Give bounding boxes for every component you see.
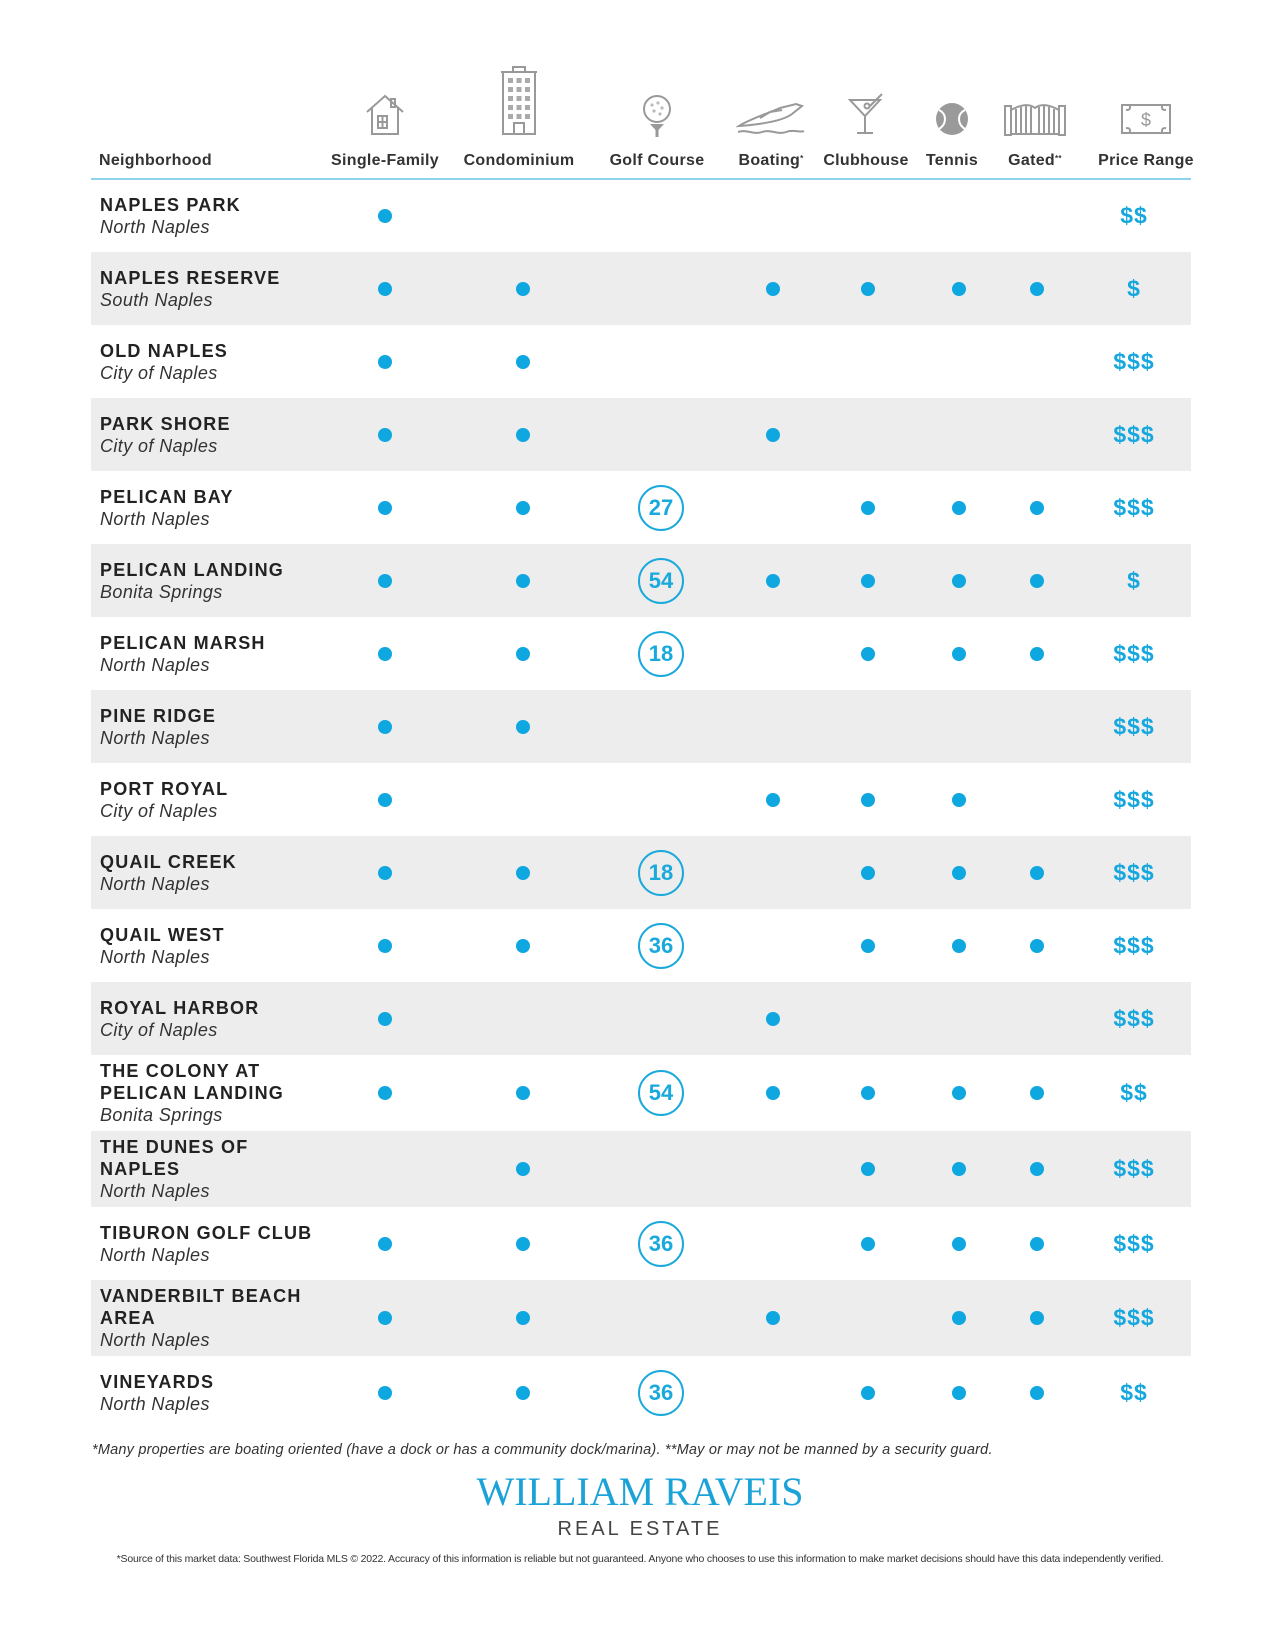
tennis-dot [952, 866, 966, 880]
single-family-dot [378, 501, 392, 515]
clubhouse-dot [861, 1162, 875, 1176]
condominium-dot [516, 1086, 530, 1100]
table-row [91, 1356, 1191, 1429]
neighborhood-cell [100, 471, 330, 544]
gated-dot [1030, 574, 1044, 588]
table-row [91, 690, 1191, 763]
neighborhood-area: Bonita Springs [100, 1105, 223, 1125]
brand-logo [0, 1470, 1280, 1541]
single-family-column-label: Single-Family [331, 152, 439, 169]
gated-dot [1030, 939, 1044, 953]
single-family-dot [378, 939, 392, 953]
cocktail-icon [846, 92, 886, 136]
clubhouse-column-label: Clubhouse [823, 152, 909, 169]
table-row [91, 544, 1191, 617]
neighborhood-area: North Naples [100, 508, 210, 529]
tennis-dot [952, 793, 966, 807]
single-family-dot [378, 1386, 392, 1400]
gated-dot [1030, 1237, 1044, 1251]
table-row [91, 617, 1191, 690]
golf-ball-icon [640, 94, 674, 138]
neighborhood-cell [100, 398, 330, 471]
table-row [91, 1207, 1191, 1280]
boating-dot [766, 1311, 780, 1325]
boating-dot [766, 574, 780, 588]
neighborhood-name: PELICAN MARSH [100, 632, 266, 653]
condominium-dot [516, 1237, 530, 1251]
table-row [91, 180, 1191, 252]
neighborhood-name: ROYAL HARBOR [100, 997, 260, 1018]
boating-label-text: Boating [738, 152, 801, 169]
condominium-dot [516, 428, 530, 442]
header-single-family [315, 64, 455, 176]
clubhouse-dot [861, 647, 875, 661]
table-row [91, 471, 1191, 544]
boating-column-label [738, 152, 803, 170]
condominium-dot [516, 355, 530, 369]
neighborhood-cell [100, 544, 330, 617]
single-family-dot [378, 355, 392, 369]
table-body [91, 180, 1191, 1429]
neighborhood-area: City of Naples [100, 800, 218, 821]
price-range-value: $$$ [1113, 713, 1155, 739]
price-range-value: $$$ [1113, 1304, 1155, 1331]
condominium-dot [516, 939, 530, 953]
neighborhood-cell [100, 1207, 330, 1280]
golf-holes-badge: 27 [638, 485, 684, 531]
gated-dot [1030, 1162, 1044, 1176]
neighborhood-name: QUAIL CREEK [100, 851, 237, 872]
condominium-dot [516, 1386, 530, 1400]
table-row [91, 1055, 1191, 1131]
gated-dot [1030, 1311, 1044, 1325]
neighborhood-name: QUAIL WEST [100, 924, 225, 945]
neighborhood-area: North Naples [100, 1393, 210, 1414]
neighborhood-area: North Naples [100, 654, 210, 675]
price-range-value: $$$ [1113, 421, 1155, 447]
tennis-dot [952, 501, 966, 515]
golf-holes-badge: 36 [638, 1221, 684, 1267]
neighborhood-cell [100, 1280, 330, 1356]
tennis-column-label: Tennis [925, 152, 979, 169]
condominium-column-label: Condominium [463, 152, 575, 169]
gated-dot [1030, 647, 1044, 661]
gated-dot [1030, 866, 1044, 880]
neighborhood-name: PARK SHORE [100, 413, 231, 434]
price-range-column-label: Price Range [1098, 152, 1194, 169]
table-row [91, 909, 1191, 982]
neighborhood-table [91, 64, 1194, 1429]
clubhouse-dot [861, 574, 875, 588]
price-range-value: $$$ [1113, 859, 1155, 885]
neighborhood-area: North Naples [100, 1181, 210, 1201]
tennis-dot [952, 1086, 966, 1100]
neighborhood-cell [100, 1131, 330, 1207]
condominium-dot [516, 720, 530, 734]
single-family-dot [378, 1086, 392, 1100]
tennis-dot [952, 939, 966, 953]
header-golf-course [587, 64, 727, 176]
condo-building-icon [499, 66, 539, 136]
tennis-dot [952, 574, 966, 588]
gated-dot [1030, 1086, 1044, 1100]
neighborhood-area: City of Naples [100, 1019, 218, 1040]
tennis-ball-icon [935, 102, 969, 136]
condominium-dot [516, 866, 530, 880]
brand-name: WILLIAM RAVEIS [476, 1469, 804, 1514]
gated-column-label [1008, 152, 1062, 170]
neighborhood-cell [100, 690, 330, 763]
boating-footnote-mark: * [800, 154, 804, 163]
neighborhood-area: North Naples [100, 1330, 210, 1350]
brand-tagline: REAL ESTATE [557, 1518, 723, 1540]
price-range-value: $$$ [1113, 1005, 1155, 1031]
golf-holes-badge: 36 [638, 1370, 684, 1416]
condominium-dot [516, 501, 530, 515]
neighborhood-name: THE DUNES OF NAPLES [100, 1137, 249, 1179]
single-family-dot [378, 720, 392, 734]
table-row [91, 1280, 1191, 1356]
footnote: *Many properties are boating oriented (have a dock or has a community dock/marina). **May or may not be manned by a security guard. [92, 1442, 993, 1458]
neighborhood-cell [100, 180, 330, 252]
single-family-dot [378, 574, 392, 588]
single-family-dot [378, 282, 392, 296]
neighborhood-area: South Naples [100, 289, 213, 310]
header-price-range [1081, 64, 1211, 176]
table-row [91, 982, 1191, 1055]
neighborhood-cell [100, 1356, 330, 1429]
clubhouse-dot [861, 1237, 875, 1251]
neighborhood-name: PINE RIDGE [100, 705, 217, 726]
neighborhood-name: PELICAN LANDING [100, 559, 284, 580]
neighborhood-name: PELICAN BAY [100, 486, 234, 507]
table-row [91, 836, 1191, 909]
neighborhood-cell [100, 325, 330, 398]
golf-holes-badge: 18 [638, 850, 684, 896]
single-family-dot [378, 793, 392, 807]
boating-dot [766, 428, 780, 442]
dollar-bill-icon [1121, 104, 1171, 134]
svg-text:$: $ [1140, 110, 1152, 130]
neighborhood-name: NAPLES PARK [100, 195, 241, 215]
clubhouse-dot [861, 939, 875, 953]
source-note: *Source of this market data: Southwest Florida MLS © 2022. Accuracy of this information is reliable but not guaranteed. Anyone who chooses to use this information to make market decisions should have this data independently verified. [116, 1553, 1164, 1565]
golf-course-column-label: Golf Course [609, 152, 705, 169]
neighborhood-name: TIBURON GOLF CLUB [100, 1222, 313, 1243]
price-range-value: $$$ [1113, 932, 1155, 958]
price-range-value: $$ [1120, 1079, 1148, 1106]
boating-dot [766, 282, 780, 296]
header-condominium [449, 64, 589, 176]
neighborhood-cell [100, 909, 330, 982]
table-row [91, 1131, 1191, 1207]
condominium-dot [516, 647, 530, 661]
neighborhood-area: City of Naples [100, 435, 218, 456]
neighborhood-area: North Naples [100, 727, 210, 748]
clubhouse-dot [861, 282, 875, 296]
neighborhood-name: PORT ROYAL [100, 778, 229, 799]
golf-holes-badge: 18 [638, 631, 684, 677]
single-family-dot [378, 647, 392, 661]
table-row [91, 398, 1191, 471]
neighborhood-area: City of Naples [100, 362, 218, 383]
condominium-dot [516, 1162, 530, 1176]
boating-dot [766, 1086, 780, 1100]
table-row [91, 252, 1191, 325]
neighborhood-column-label: Neighborhood [99, 152, 212, 169]
neighborhood-name: NAPLES RESERVE [100, 267, 281, 288]
price-range-value: $ [1127, 567, 1141, 593]
gated-dot [1030, 1386, 1044, 1400]
neighborhood-cell [100, 982, 330, 1055]
price-range-value: $$ [1120, 202, 1148, 229]
neighborhood-name: VANDERBILT BEACH AREA [100, 1286, 302, 1328]
clubhouse-dot [861, 501, 875, 515]
single-family-dot [378, 866, 392, 880]
clubhouse-dot [861, 1086, 875, 1100]
price-range-value: $$$ [1113, 1155, 1155, 1182]
tennis-dot [952, 1162, 966, 1176]
neighborhood-area: North Naples [100, 873, 210, 894]
gate-icon [1004, 100, 1066, 136]
neighborhood-area: North Naples [100, 946, 210, 967]
tennis-dot [952, 647, 966, 661]
clubhouse-dot [861, 793, 875, 807]
neighborhood-name: OLD NAPLES [100, 340, 229, 361]
house-icon [364, 92, 406, 136]
clubhouse-dot [861, 1386, 875, 1400]
single-family-dot [378, 1237, 392, 1251]
neighborhood-area: Bonita Springs [100, 581, 223, 602]
neighborhood-name: VINEYARDS [100, 1371, 215, 1392]
gated-label-text: Gated [1008, 152, 1056, 169]
table-header [91, 64, 1194, 180]
price-range-value: $$$ [1113, 786, 1155, 812]
neighborhood-area: North Naples [100, 217, 210, 237]
tennis-dot [952, 282, 966, 296]
gated-dot [1030, 501, 1044, 515]
neighborhood-name: THE COLONY AT PELICAN LANDING [100, 1061, 284, 1103]
condominium-dot [516, 574, 530, 588]
golf-holes-badge: 54 [638, 1070, 684, 1116]
single-family-dot [378, 1012, 392, 1026]
tennis-dot [952, 1386, 966, 1400]
golf-holes-badge: 54 [638, 558, 684, 604]
gated-dot [1030, 282, 1044, 296]
boat-icon [736, 100, 806, 136]
condominium-dot [516, 1311, 530, 1325]
single-family-dot [378, 428, 392, 442]
gated-footnote-mark: ** [1055, 154, 1062, 163]
price-range-value: $$$ [1113, 348, 1155, 374]
price-range-value: $ [1127, 275, 1141, 301]
price-range-value: $$$ [1113, 640, 1155, 666]
tennis-dot [952, 1311, 966, 1325]
neighborhood-cell [100, 836, 330, 909]
boating-dot [766, 1012, 780, 1026]
clubhouse-dot [861, 866, 875, 880]
header-neighborhood [91, 64, 311, 176]
table-row [91, 325, 1191, 398]
boating-dot [766, 793, 780, 807]
condominium-dot [516, 282, 530, 296]
neighborhood-cell [100, 617, 330, 690]
golf-holes-badge: 36 [638, 923, 684, 969]
neighborhood-area: North Naples [100, 1244, 210, 1265]
neighborhood-cell [100, 252, 330, 325]
neighborhood-cell [100, 763, 330, 836]
tennis-dot [952, 1237, 966, 1251]
table-row [91, 763, 1191, 836]
header-gated [975, 64, 1095, 176]
single-family-dot [378, 1311, 392, 1325]
neighborhood-cell [100, 1055, 330, 1131]
price-range-value: $$$ [1113, 1230, 1155, 1256]
price-range-value: $$$ [1113, 494, 1155, 520]
single-family-dot [378, 209, 392, 223]
price-range-value: $$ [1120, 1379, 1148, 1405]
